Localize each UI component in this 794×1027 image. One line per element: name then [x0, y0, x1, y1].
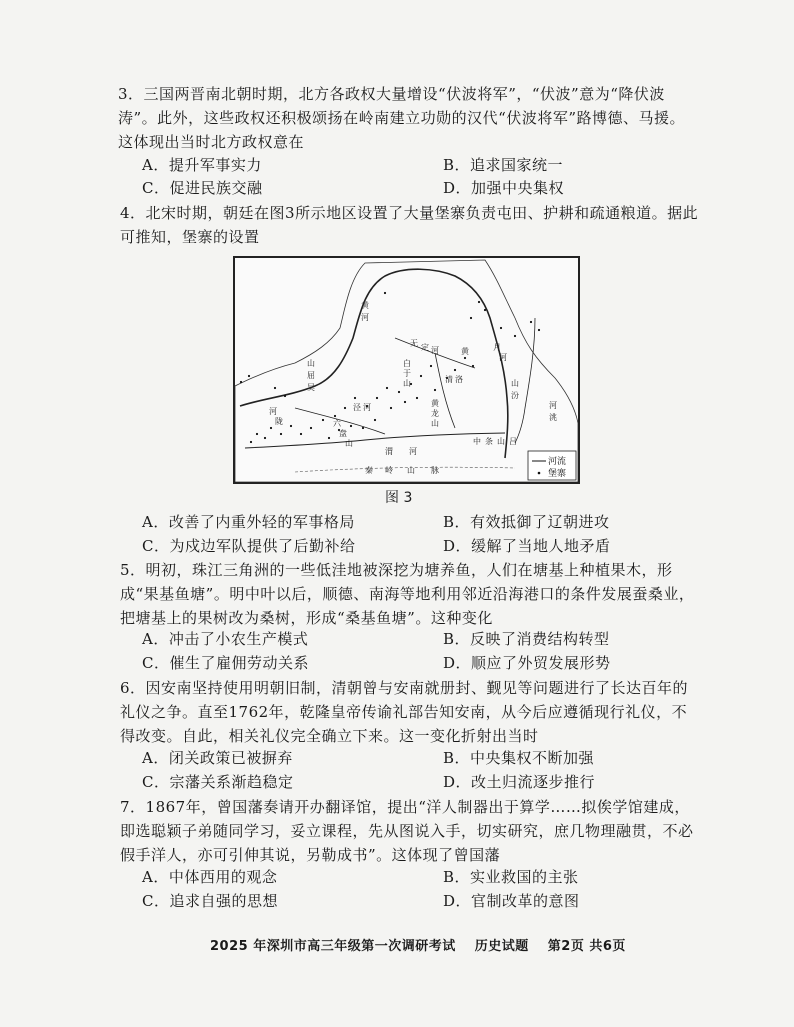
map-label: 于 [403, 369, 411, 378]
map-label: 泾 [353, 403, 361, 412]
question-stem: 1867年，曾国藩奏请开办翻译馆，提出“洋人制器出于算学……拟俟学馆建成，即选聪颖子弟随同学习，妥立课程，先从图说入手，切实研究，庶几物理融贯，不必假手洋人，亦可引伸其说，另勒成书”。这体现了曾国藩 [120, 798, 694, 864]
option-b[interactable]: B．中央集权不断加强 [443, 749, 595, 767]
map-label: 条 [485, 437, 493, 446]
map-label: 山 [497, 437, 505, 446]
map-label: 河 [363, 403, 371, 412]
map-label: 河 [431, 346, 439, 355]
map-label: 山 [407, 466, 415, 475]
option-c[interactable]: C．追求自强的思想 [142, 892, 278, 910]
question-number: 6． [120, 679, 146, 697]
option-a[interactable]: A．中体西用的观念 [142, 868, 278, 886]
question-stem: 明初，珠江三角洲的一些低洼地被深挖为塘养鱼，人们在塘基上种植果木，形成“果基鱼塘”。明中叶以后，顺德、南海等地利用邻近沿海港口的条件发展蚕桑业，把塘基上的果树改为桑树，形成“桑基鱼塘”。这种变化 [120, 561, 695, 627]
map-label: 岭 [385, 466, 393, 475]
map-label: 盘 [339, 429, 347, 438]
question-7 [120, 795, 700, 867]
question-number: 4． [120, 204, 146, 222]
map-labels [269, 300, 557, 475]
option-c[interactable]: C．为戍边军队提供了后勤补给 [142, 537, 356, 555]
wei-river-path [245, 433, 505, 448]
map-svg [235, 258, 578, 482]
question-number: 3． [118, 85, 144, 103]
map-label: 河 [409, 447, 417, 456]
option-d[interactable]: D．缓解了当地人地矛盾 [443, 537, 611, 555]
option-d[interactable]: D．加强中央集权 [443, 179, 565, 197]
option-c[interactable]: C．催生了雇佣劳动关系 [142, 654, 309, 672]
map-label: 山 [511, 379, 519, 388]
map-label: 山 [403, 379, 411, 388]
map-label: 河 [499, 353, 507, 362]
qinling-ridge [295, 467, 515, 472]
map-label: 六 [333, 419, 341, 428]
map-label: 山 [431, 419, 439, 428]
question-3 [118, 82, 698, 154]
option-b[interactable]: B．追求国家统一 [443, 156, 564, 174]
map-label: 屈 [307, 371, 315, 380]
map-label: 汾 [511, 391, 519, 400]
option-d[interactable]: D．官制改革的意图 [443, 892, 580, 910]
footer-subject: 历史试题 [474, 939, 529, 954]
map-label: 河 [549, 401, 557, 410]
map-label: 秦 [365, 466, 373, 475]
map-legend [528, 451, 576, 480]
map-label: 吴 [307, 383, 315, 392]
option-b[interactable]: B．有效抵御了辽朝进攻 [443, 513, 610, 531]
option-a[interactable]: A．改善了内重外轻的军事格局 [142, 513, 355, 531]
question-stem: 三国两晋南北朝时期，北方各政权大量增设“伏波将军”，“伏波”意为“降伏波涛”。此外，这些政权还积极颂扬在岭南建立功勋的汉代“伏波将军”路博德、马援。这体现出当时北方政权意在 [118, 85, 686, 151]
option-c[interactable]: C．宗藩关系渐趋稳定 [142, 773, 294, 791]
footer-exam-title: 2025 年深圳市高三年级第一次调研考试 [210, 939, 456, 954]
footer-page-number: 第2页 共6页 [547, 939, 626, 954]
option-a[interactable]: A．提升军事实力 [142, 156, 262, 174]
map-label: 脉 [431, 466, 439, 475]
figure-caption: 图 3 [385, 490, 413, 506]
figure-3-map [233, 256, 580, 484]
option-a[interactable]: A．冲击了小农生产模式 [142, 630, 309, 648]
map-label: 河 [269, 407, 277, 416]
map-label: 月 [493, 343, 501, 352]
yellow-river-path [240, 269, 508, 458]
map-label: 山 [345, 439, 353, 448]
legend-fort-label: 堡寨 [548, 469, 567, 479]
map-label: 洛 [455, 375, 463, 384]
option-b[interactable]: B．实业救国的主张 [443, 868, 579, 886]
question-5 [120, 558, 700, 630]
question-number: 5． [120, 561, 146, 579]
option-a[interactable]: A．闭关政策已被摒弃 [142, 749, 293, 767]
question-number: 7． [120, 798, 146, 816]
question-stem: 北宋时期，朝廷在图3所示地区设置了大量堡寨负责屯田、护耕和疏通粮道。据此可推知，堡寨的设置 [120, 204, 699, 246]
option-d[interactable]: D．顺应了外贸发展形势 [443, 654, 611, 672]
option-d[interactable]: D．改土归流逐步推行 [443, 773, 596, 791]
option-c[interactable]: C．促进民族交融 [142, 179, 263, 197]
map-label: 河 [361, 313, 369, 322]
map-label: 中 [473, 437, 481, 446]
page-footer [210, 935, 640, 954]
map-label: 无 [410, 339, 418, 348]
map-label: 定 [421, 343, 429, 352]
question-6 [120, 676, 700, 748]
map-label: 黄 [461, 347, 469, 356]
map-label: 陇 [275, 417, 283, 426]
map-label: 吕 [509, 437, 517, 446]
legend-river-label: 河流 [548, 457, 567, 467]
map-label: 渭 [385, 447, 393, 456]
map-label: 洮 [549, 413, 557, 422]
question-4 [120, 201, 700, 249]
map-label: 白 [403, 359, 411, 368]
option-b[interactable]: B．反映了消费结构转型 [443, 630, 610, 648]
map-label: 龙 [431, 409, 439, 418]
fort-markers [240, 292, 540, 443]
map-label: 清 [445, 375, 453, 384]
question-stem: 因安南坚持使用明朝旧制，清朝曾与安南就册封、觐见等问题进行了长达百年的礼仪之争。直至1762年，乾隆皇帝传谕礼部告知安南，从今后应遵循现行礼仪，不得改变。自此，相关礼仪完全确立下来。这一变化折射出当时 [120, 679, 689, 745]
map-label: 山 [307, 359, 315, 368]
map-label: 黄 [361, 301, 369, 310]
map-label: 黄 [431, 399, 439, 408]
